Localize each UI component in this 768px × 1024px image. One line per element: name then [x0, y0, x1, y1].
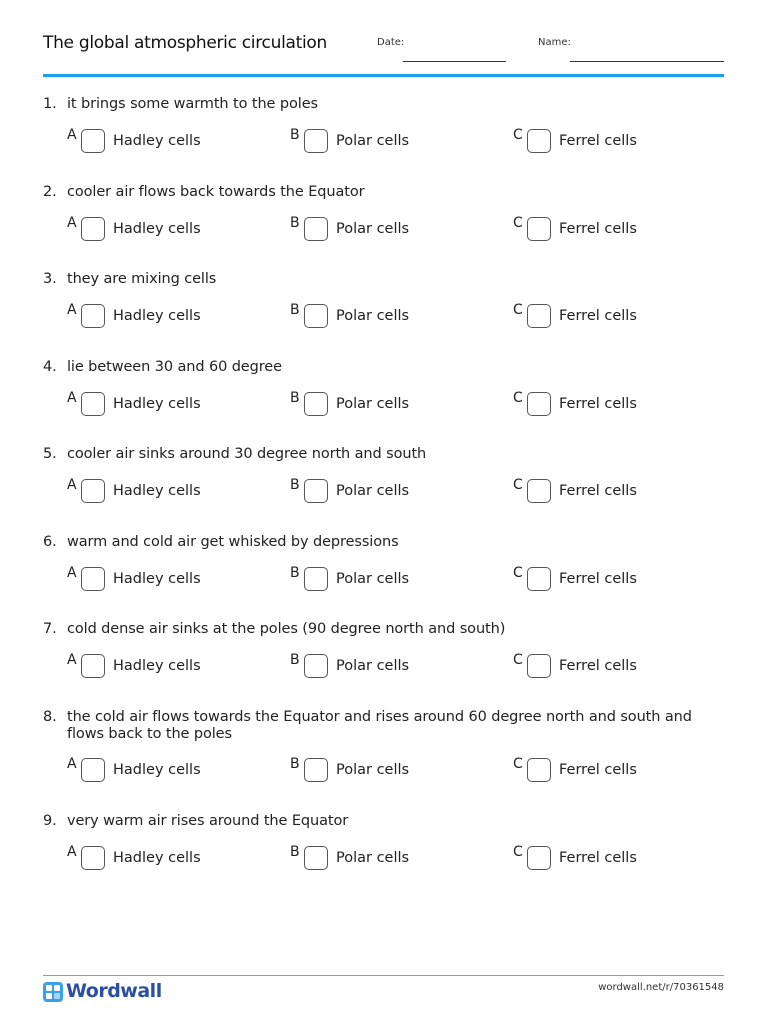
wordwall-grid-icon [43, 982, 63, 1002]
option-letter: B [290, 477, 300, 493]
option-letter: C [513, 127, 523, 143]
option-label: Polar cells [336, 308, 410, 324]
question-number: 9. [43, 813, 57, 829]
option-label: Hadley cells [113, 133, 201, 149]
question-text-block [43, 446, 724, 463]
question-number: 1. [43, 96, 57, 112]
answer-checkbox[interactable] [527, 217, 551, 241]
question [43, 813, 724, 866]
answer-checkbox[interactable] [81, 846, 105, 870]
option-label: Polar cells [336, 221, 410, 237]
option-letter: C [513, 302, 523, 318]
option-letter: C [513, 756, 523, 772]
answer-checkbox[interactable] [527, 479, 551, 503]
option-label: Hadley cells [113, 658, 201, 674]
option-letter: A [67, 127, 77, 143]
option-letter: A [67, 756, 77, 772]
question-text: it brings some warmth to the poles [67, 96, 318, 112]
date-label: Date: [377, 37, 405, 48]
question [43, 184, 724, 237]
answer-checkbox[interactable] [81, 567, 105, 591]
answer-checkbox[interactable] [304, 304, 328, 328]
question-number: 3. [43, 271, 57, 287]
question-text: very warm air rises around the Equator [67, 813, 349, 829]
question-text: cold dense air sinks at the poles (90 degree north and south) [67, 621, 506, 637]
option-letter: C [513, 477, 523, 493]
question-text-block [43, 813, 724, 830]
question-text-block [43, 184, 724, 201]
option-label: Polar cells [336, 396, 410, 412]
answer-checkbox[interactable] [304, 479, 328, 503]
answer-checkbox[interactable] [81, 654, 105, 678]
option-label: Polar cells [336, 133, 410, 149]
option-label: Ferrel cells [559, 762, 637, 778]
answer-checkbox[interactable] [81, 392, 105, 416]
name-label: Name: [538, 37, 571, 48]
answer-checkbox[interactable] [304, 392, 328, 416]
answer-checkbox[interactable] [81, 217, 105, 241]
option-letter: B [290, 127, 300, 143]
option-letter: A [67, 302, 77, 318]
option-label: Ferrel cells [559, 850, 637, 866]
footer-divider [43, 975, 724, 976]
option-letter: B [290, 652, 300, 668]
option-label: Ferrel cells [559, 308, 637, 324]
question-number: 2. [43, 184, 57, 200]
answer-checkbox[interactable] [527, 567, 551, 591]
answer-checkbox[interactable] [304, 567, 328, 591]
question-number: 6. [43, 534, 57, 550]
question-number: 7. [43, 621, 57, 637]
question-text: lie between 30 and 60 degree [67, 359, 282, 375]
option-letter: C [513, 565, 523, 581]
option-label: Ferrel cells [559, 133, 637, 149]
answer-checkbox[interactable] [81, 758, 105, 782]
question-text-block [43, 534, 724, 551]
option-letter: C [513, 652, 523, 668]
answer-checkbox[interactable] [304, 846, 328, 870]
option-label: Polar cells [336, 483, 410, 499]
option-letter: A [67, 652, 77, 668]
question [43, 96, 724, 149]
question-text-block [43, 271, 724, 288]
option-letter: A [67, 477, 77, 493]
option-label: Hadley cells [113, 396, 201, 412]
question-number: 8. [43, 709, 57, 725]
option-label: Ferrel cells [559, 396, 637, 412]
name-field-line[interactable] [570, 61, 724, 62]
question-text: cooler air flows back towards the Equator [67, 184, 365, 200]
answer-checkbox[interactable] [81, 304, 105, 328]
option-letter: B [290, 844, 300, 860]
brand-name: Wordwall [66, 980, 162, 1002]
option-letter: B [290, 565, 300, 581]
option-label: Polar cells [336, 658, 410, 674]
option-label: Ferrel cells [559, 221, 637, 237]
answer-checkbox[interactable] [527, 758, 551, 782]
question-text: cooler air sinks around 30 degree north and south [67, 446, 427, 462]
option-letter: B [290, 302, 300, 318]
option-label: Hadley cells [113, 762, 201, 778]
date-field-line[interactable] [403, 61, 506, 62]
option-letter: A [67, 215, 77, 231]
answer-checkbox[interactable] [527, 392, 551, 416]
option-label: Hadley cells [113, 308, 201, 324]
header-divider [43, 74, 724, 77]
option-letter: C [513, 215, 523, 231]
option-letter: A [67, 565, 77, 581]
option-letter: A [67, 844, 77, 860]
option-label: Polar cells [336, 762, 410, 778]
option-label: Ferrel cells [559, 571, 637, 587]
answer-checkbox[interactable] [304, 129, 328, 153]
answer-checkbox[interactable] [527, 654, 551, 678]
option-label: Hadley cells [113, 850, 201, 866]
answer-checkbox[interactable] [81, 129, 105, 153]
option-letter: B [290, 390, 300, 406]
option-label: Hadley cells [113, 571, 201, 587]
question [43, 621, 724, 674]
question [43, 709, 724, 778]
question [43, 271, 724, 324]
question-text-block [43, 359, 724, 376]
option-letter: B [290, 215, 300, 231]
question [43, 446, 724, 499]
option-letter: C [513, 390, 523, 406]
answer-checkbox[interactable] [527, 129, 551, 153]
question-text: the cold air flows towards the Equator and rises around 60 degree north and south and flows back to the poles [67, 709, 692, 742]
answer-checkbox[interactable] [527, 846, 551, 870]
activity-url[interactable]: wordwall.net/r/70361548 [598, 982, 724, 993]
option-label: Polar cells [336, 571, 410, 587]
question-text-block [43, 96, 724, 113]
question-number: 4. [43, 359, 57, 375]
answer-checkbox[interactable] [304, 758, 328, 782]
option-letter: C [513, 844, 523, 860]
question [43, 534, 724, 587]
option-label: Ferrel cells [559, 483, 637, 499]
option-label: Polar cells [336, 850, 410, 866]
answer-checkbox[interactable] [304, 217, 328, 241]
question-text: they are mixing cells [67, 271, 217, 287]
option-label: Hadley cells [113, 483, 201, 499]
answer-checkbox[interactable] [304, 654, 328, 678]
option-label: Hadley cells [113, 221, 201, 237]
page-title: The global atmospheric circulation [43, 33, 327, 53]
answer-checkbox[interactable] [527, 304, 551, 328]
question [43, 359, 724, 412]
wordwall-logo[interactable] [43, 981, 163, 1003]
answer-checkbox[interactable] [81, 479, 105, 503]
option-letter: A [67, 390, 77, 406]
question-text: warm and cold air get whisked by depressions [67, 534, 399, 550]
option-letter: B [290, 756, 300, 772]
question-text-block [43, 709, 724, 742]
question-number: 5. [43, 446, 57, 462]
option-label: Ferrel cells [559, 658, 637, 674]
question-text-block [43, 621, 724, 638]
